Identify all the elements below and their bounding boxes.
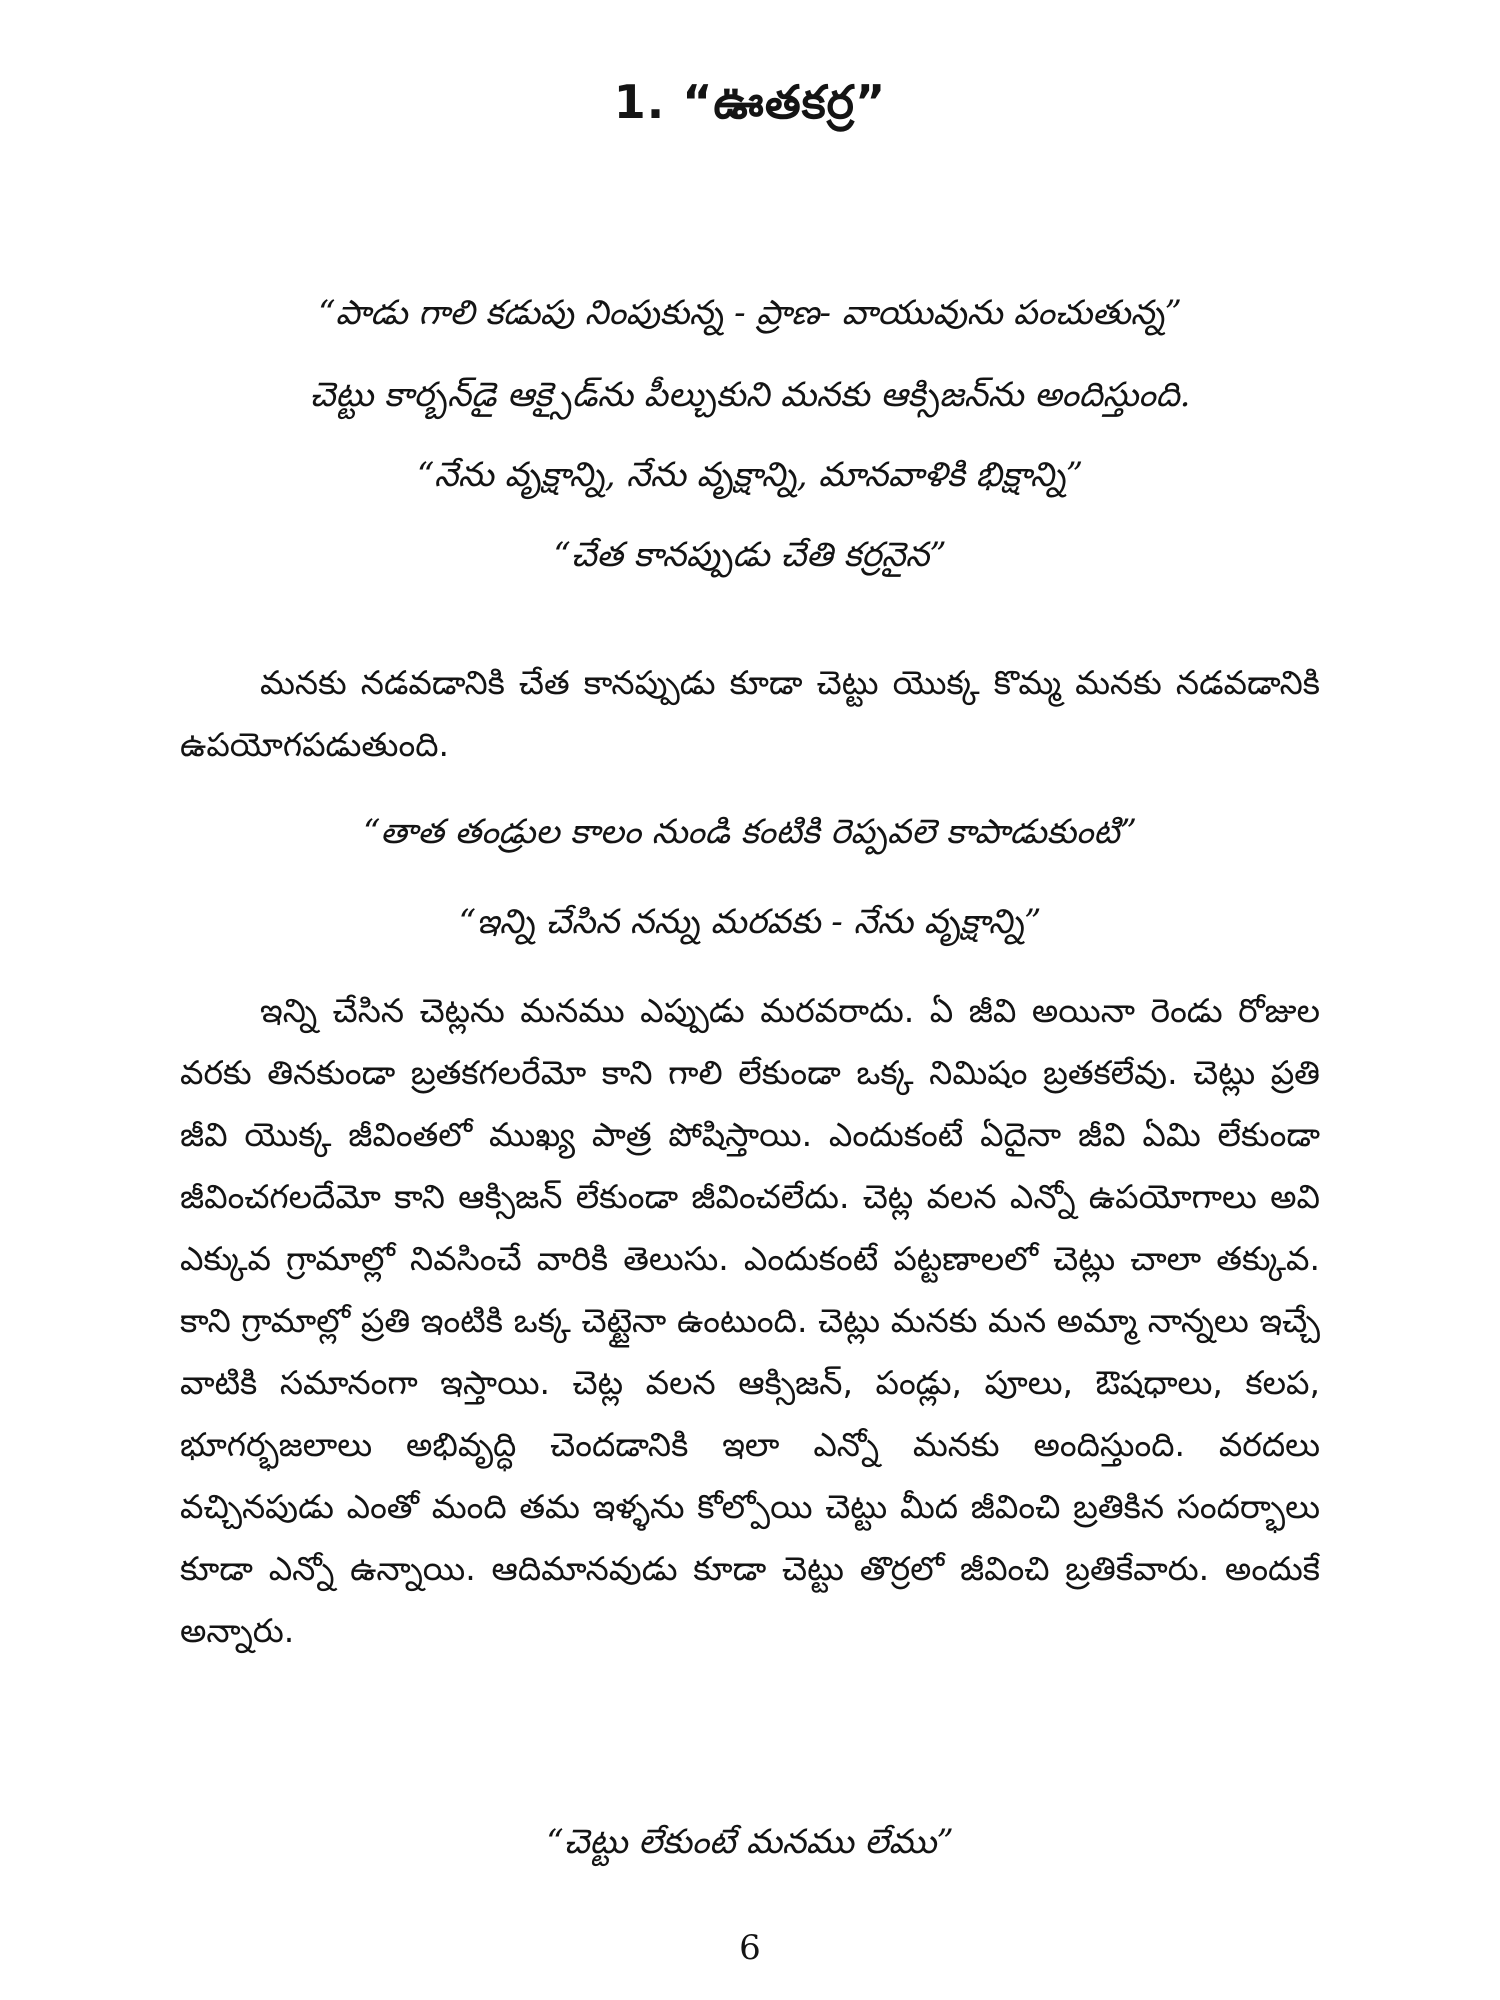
quote-line: “పాడు గాలి కడుపు నింపుకున్న - ప్రాణ- వాయువును పంచుతున్న” xyxy=(318,293,1182,333)
quote-line: “నేను వృక్షాన్ని, నేను వృక్షాన్ని, మానవాళికి భిక్షాన్ని” xyxy=(416,455,1084,495)
chapter-title: 1. “ఊతకర్ర” xyxy=(613,75,887,129)
paragraph-walking-stick xyxy=(180,652,1320,776)
paragraph-importance-of-trees xyxy=(180,980,1320,1662)
quote-line: “తాత తండ్రుల కాలం నుండి కంటికి రెప్పవలె కాపాడుకుంటి” xyxy=(362,812,1138,852)
closing-quote xyxy=(180,1814,1320,1870)
quote-line: “చెట్టు లేకుంటే మనము లేము” xyxy=(546,1822,954,1862)
opening-quotes xyxy=(180,285,1320,583)
middle-quotes xyxy=(180,804,1320,950)
quote-line: “చేత కానప్పుడు చేతి కర్రనైన” xyxy=(553,535,947,575)
paragraph: ఇన్ని చేసిన చెట్లను మనము ఎప్పుడు మరవరాదు. ఏ జీవి అయినా రెండు రోజుల వరకు తినకుండా బ్రతకగలరేమో కాని గాలి లేకుండా ఒక్క నిమిషం బ్రతకలేవు. చెట్లు ప్రతి జీవి యొక్క జీవింతలో ముఖ్య పాత్ర పోషిస్తాయి. ఎందుకంటే ఏదైనా జీవి ఏమి లేకుండా జీవించగలదేమో కాని ఆక్సిజన్ లేకుండా జీవించలేదు. చెట్ల వలన ఎన్నో ఉపయోగాలు అవి ఎక్కువ గ్రామాల్లో నివసించే వారికి తెలుసు. ఎందుకంటే పట్టణాలలో చెట్లు చాలా తక్కువ. కాని గ్రామాల్లో ప్రతి ఇంటికి ఒక్క చెట్టైనా ఉంటుంది. చెట్లు మనకు మన అమ్మా నాన్నలు ఇచ్చే వాటికి సమానంగా ఇస్తాయి. చెట్ల వలన ఆక్సిజన్, పండ్లు, పూలు, ఔషధాలు, కలప, భూగర్భజలాలు అభివృద్ధి చెందడానికి ఇలా ఎన్నో మనకు అందిస్తుంది. వరదలు వచ్చినపుడు ఎంతో మంది తమ ఇళ్ళను కోల్పోయి చెట్టు మీద జీవించి బ్రతికిన సందర్భాలు కూడా ఎన్నో ఉన్నాయి. ఆదిమానవుడు కూడా చెట్టు తొర్రలో జీవించి బ్రతికేవారు. అందుకే అన్నారు. xyxy=(180,991,1320,1650)
page-number: 6 xyxy=(739,1928,761,1968)
paragraph: మనకు నడవడానికి చేత కానప్పుడు కూడా చెట్టు యొక్క కొమ్మ మనకు నడవడానికి ఉపయోగపడుతుంది. xyxy=(180,663,1320,764)
quote-line: “ఇన్ని చేసిన నన్ను మరవకు - నేను వృక్షాన్ని” xyxy=(458,902,1042,942)
statement-line: చెట్టు కార్బన్‌డై ఆక్సైడ్‌ను పీల్చుకుని మనకు ఆక్సిజన్‌ను అందిస్తుంది. xyxy=(309,375,1191,415)
